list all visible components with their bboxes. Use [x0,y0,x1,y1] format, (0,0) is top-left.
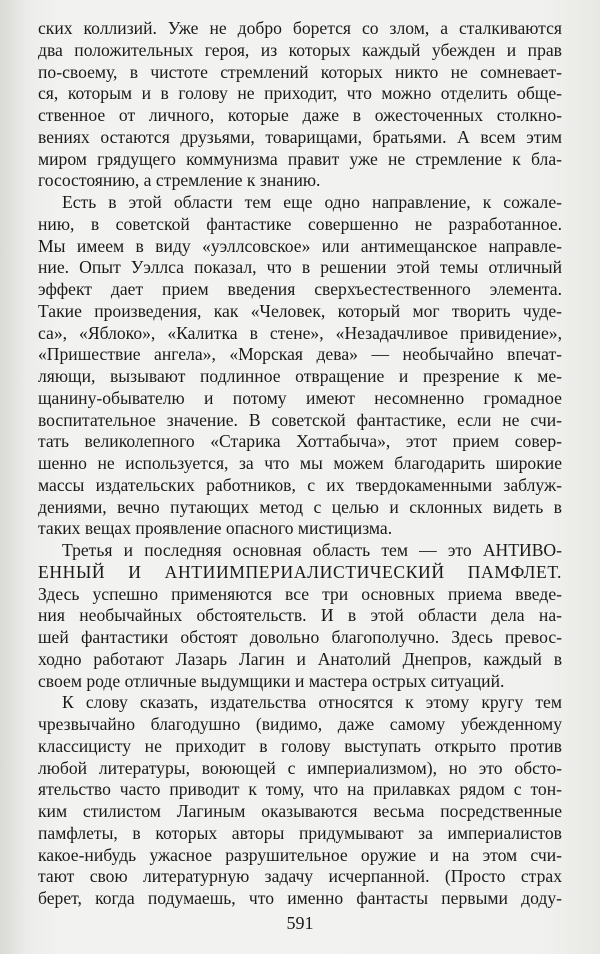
text-line: ятельство часто приводит к тому, что на прилавках рядом с тон- [38,779,562,800]
text-line: ЕННЫЙ И АНТИИМПЕРИАЛИСТИЧЕСКИЙ ПАМФЛЕТ. [38,561,562,582]
text-line: дениями, вечно путающих метод с целью и склонных видеть в [38,496,562,517]
text-line: ских коллизий. Уже не добро борется со злом, а сталкиваются [38,18,562,38]
text-line: эффект дает прием введения сверхъестественного элемента. [38,279,562,299]
text-line: памфлеты, в которых авторы придумывают за империалистов [38,822,562,843]
text-line: массы издательских работников, с их твердокаменными заблуж- [38,474,562,495]
text-line: берет, когда подумаешь, что именно фантасты первыми доду- [38,888,562,908]
page-number: 591 [286,913,314,933]
text-line: тают свою литературную задачу исчерпанной. (Просто страх [38,866,562,887]
text-line: нию, в советской фантастике совершенно не разработанное. [38,213,562,234]
text-line: чрезвычайно благодушно (видимо, даже самому убежденному [38,714,562,734]
text-line: ния необычайных обстоятельств. И в этой области дела на- [38,605,562,626]
paragraph-2 [38,192,562,540]
text-line: «Пришествие ангела», «Морская дева» — необычайно впечат- [38,344,562,365]
text-line: ние. Опыт Уэллса показал, что в решении этой темы отличный [38,257,562,278]
text-line: госостоянию, а стремление к знанию. [38,170,321,191]
paragraph-1 [38,18,562,192]
paragraph-3 [38,540,562,692]
paragraph-4 [38,692,562,910]
text-line: ственное от личного, которые даже в ожесточенных столкно- [38,105,562,125]
text-line: по-своему, в чистоте стремлений которых никто не сомневает- [38,61,562,82]
text-line: шенно не используется, за что мы можем благодарить широкие [38,453,562,473]
text-line: два положительных героя, из которых каждый убежден и прав [38,39,562,60]
text-line: миром грядущего коммунизма правит уже не стремление к бла- [38,148,562,169]
text-line: тать великолепного «Старика Хоттабыча», этот прием совер- [38,431,562,452]
text-line: шей фантастики обстоят довольно благополучно. Здесь превос- [38,627,562,647]
text-line: ся, которым и в голову не приходит, что можно отделить обще- [38,83,562,104]
text-line: Третья и последняя основная область тем — это АНТИВО- [62,540,562,560]
text-line: са», «Яблоко», «Калитка в стене», «Незадачливое привидение», [38,322,562,343]
text-line: Есть в этой области тем еще одно направление, к сожале- [62,192,562,212]
text-line: щанину-обывателю и потому имеют несомненно громадное [38,387,562,408]
text-line: воспитательное значение. В советской фантастике, если не счи- [38,409,562,430]
text-line: Такие произведения, как «Человек, который мог творить чуде- [38,300,562,321]
text-line: любой литературы, воюющей с империализмом), но это обсто- [38,757,562,778]
text-line: ким стилистом Лагиным оказываются весьма посредственные [38,801,562,821]
text-line: ляющи, вызывают подлинное отвращение и презрение к ме- [38,366,562,386]
text-line: вениях остаются друзьями, товарищами, братьями. А всем этим [38,126,562,147]
text-line: Мы имеем в виду «уэллсовское» или антимещанское направле- [38,235,562,256]
body-text [38,18,562,910]
text-line: какое-нибудь ужасное разрушительное оружие и на этом счи- [38,844,562,865]
text-line: К слову сказать, издательства относятся к этому кругу тем [62,692,562,713]
text-line: своем роде отличные выдумщики и мастера острых ситуаций. [38,670,505,691]
text-line: ходно работают Лазарь Лагин и Анатолий Днепров, каждый в [38,648,562,669]
text-line: классицисту не приходит в голову выступать открыто против [38,735,562,756]
text-line: Здесь успешно применяются все три основных приема введе- [38,583,562,604]
text-line: таких вещах проявление опасного мистицизма. [38,518,393,539]
